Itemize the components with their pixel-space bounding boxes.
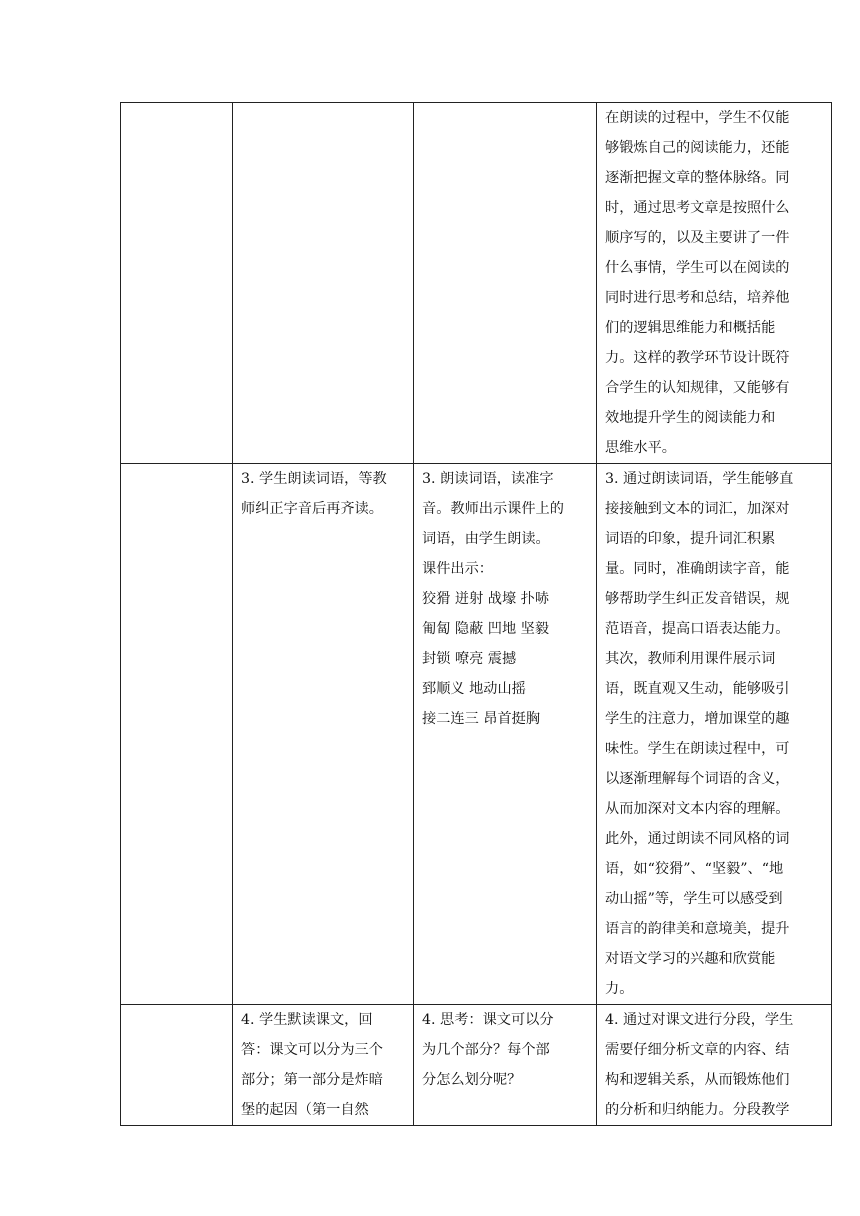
- teacher-activity-cell: [414, 464, 597, 1005]
- student-activity-cell: [233, 464, 414, 1005]
- student-activity-cell: [233, 103, 414, 464]
- teacher-activity-cell: [414, 1005, 597, 1126]
- design-intent-text: 4. 通过对课文进行分段，学生 需要仔细分析文章的内容、结 构和逻辑关系，从而锻炼他们 的分析和归纳能力。分段教学: [605, 1012, 794, 1118]
- lesson-plan-table: [120, 102, 832, 1126]
- student-activity-text: 4. 学生默读课文，回 答：课文可以分为三个 部分；第一部分是炸暗 堡的起因（第一自然: [241, 1012, 383, 1118]
- design-intent-text: 3. 通过朗读词语，学生能够直 接接触到文本的词汇，加深对 词语的印象，提升词汇积累 量。同时，准确朗读字音，能 够帮助学生纠正发音错误，规 范语音，提高口语表达能力。 其次，教师利用课件展示词 语，既直观又生动，能够吸引 学生的注意力，增加课堂的趣 味性。学生在朗读过程中，可 以逐渐理解每个词语的含义， 从而加深对文本内容的理解。 此外，通过朗读不同风格的词 语，如“狡猾”、“坚毅”、“地 动山摇”等，学生可以感受到 语言的韵律美和意境美，提升 对语文学习的兴趣和欣赏能 力。: [605, 471, 794, 997]
- table-row: [121, 464, 832, 1005]
- table-body: [121, 103, 832, 1126]
- design-intent-cell: [597, 464, 832, 1005]
- design-intent-cell: [597, 1005, 832, 1126]
- teacher-activity-cell: [414, 103, 597, 464]
- stage-cell: [121, 1005, 233, 1126]
- design-intent-cell: [597, 103, 832, 464]
- table-row: [121, 103, 832, 464]
- student-activity-text: 3. 学生朗读词语，等教 师纠正字音后再齐读。: [241, 471, 387, 517]
- design-intent-text: 在朗读的过程中，学生不仅能 够锻炼自己的阅读能力，还能 逐渐把握文章的整体脉络。同 时，通过思考文章是按照什么 顺序写的，以及主要讲了一件 什么事情，学生可以在阅读的 同时进行思考和总结，培养他 们的逻辑思维能力和概括能 力。这样的教学环节设计既符 合学生的认知规律，又能够有 效地提升学生的阅读能力和 思维水平。: [605, 110, 790, 456]
- stage-cell: [121, 464, 233, 1005]
- teacher-activity-text: 4. 思考：课文可以分 为几个部分？每个部 分怎么划分呢？: [422, 1012, 554, 1088]
- student-activity-cell: [233, 1005, 414, 1126]
- stage-cell: [121, 103, 233, 464]
- teacher-activity-text: 3. 朗读词语，读准字 音。教师出示课件上的 词语，由学生朗读。 课件出示： 狡猾 迸射 战壕 扑哧 匍匐 隐蔽 凹地 坚毅 封锁 嘹亮 震撼 郅顺义 地动山摇 接二连三 昂首挺胸: [422, 471, 564, 727]
- table-row: [121, 1005, 832, 1126]
